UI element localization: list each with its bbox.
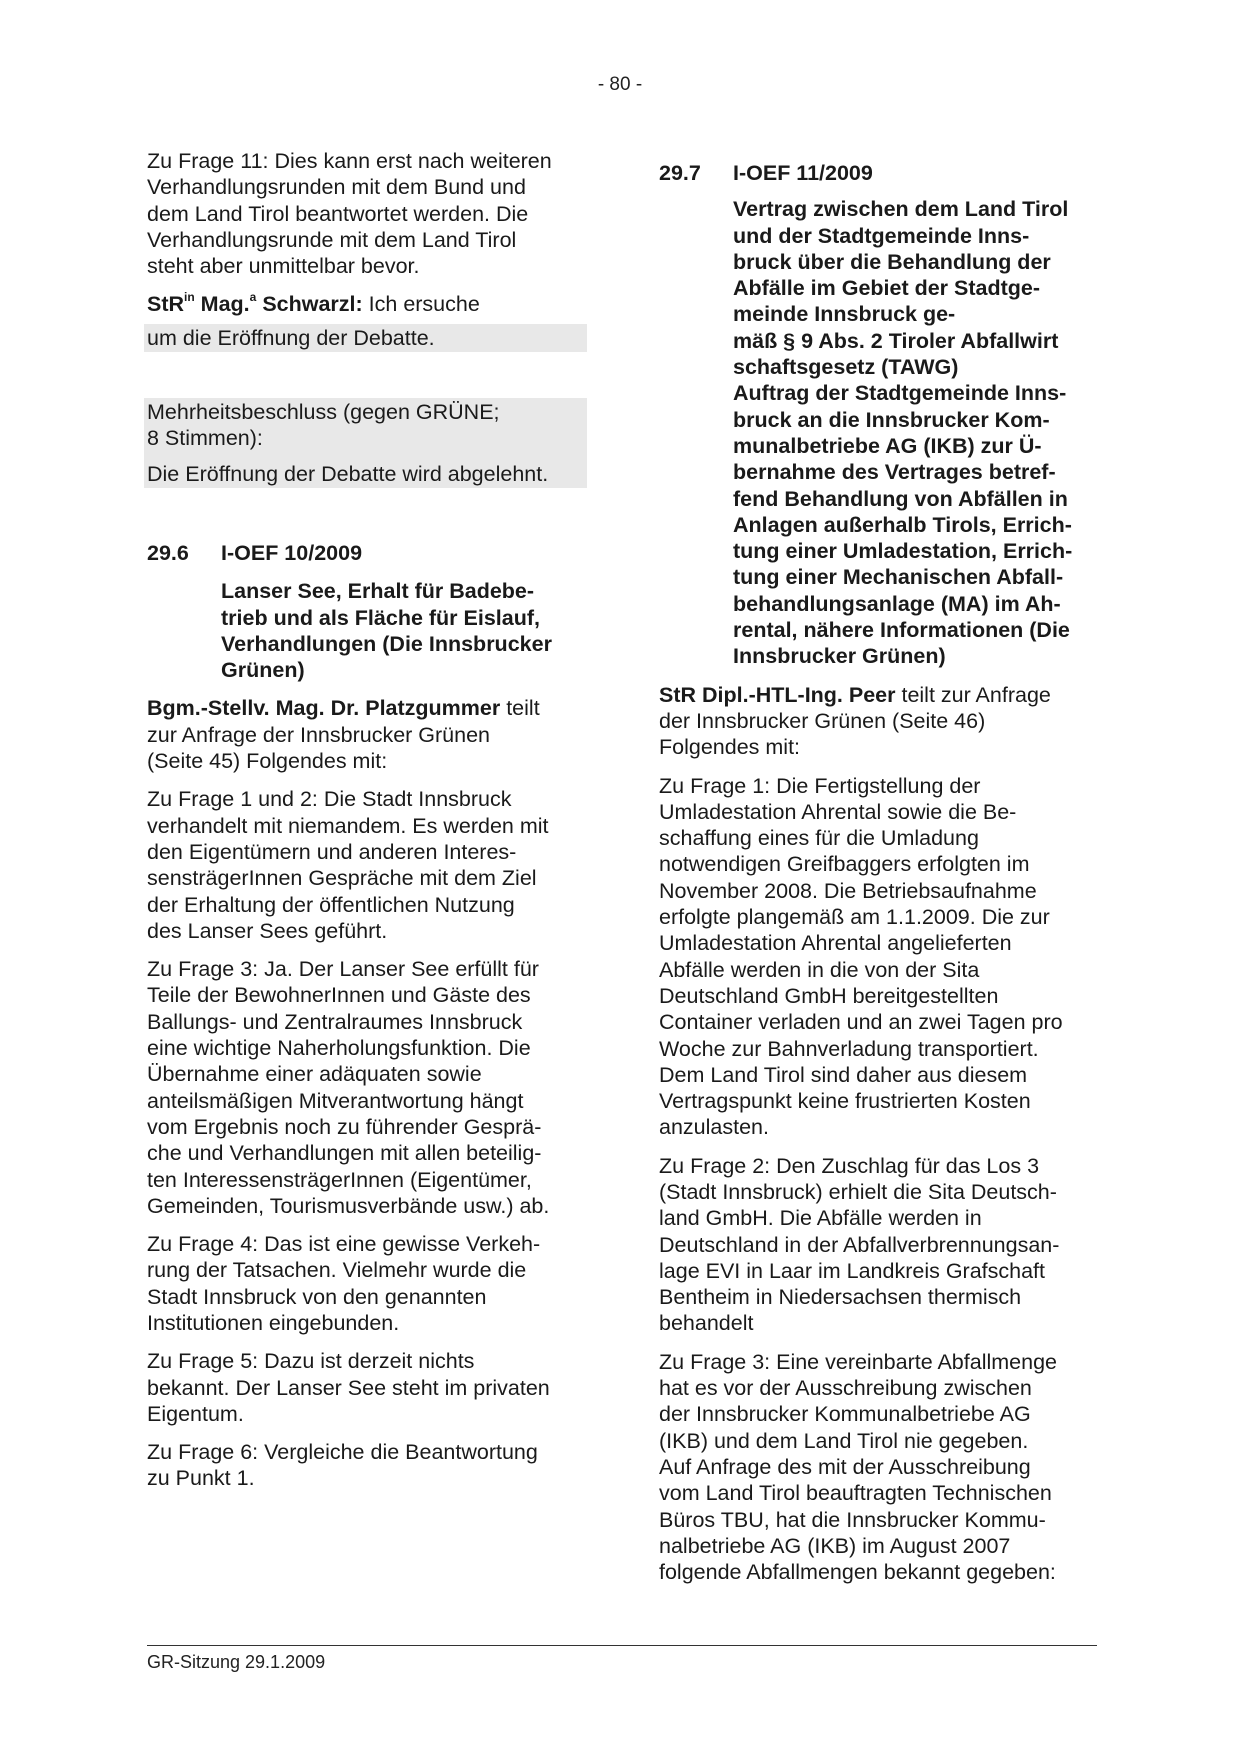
answer-question-5: Zu Frage 5: Dazu ist derzeit nichts bekannt. Der Lanser See steht im privaten Eigentum. bbox=[147, 1349, 550, 1426]
blank-gap bbox=[147, 352, 587, 398]
decision-block bbox=[144, 398, 587, 488]
section-gap bbox=[147, 488, 587, 540]
speaker-line bbox=[147, 291, 587, 317]
decision-label: Mehrheitsbeschluss (gegen GRÜNE; 8 Stimmen): bbox=[147, 400, 500, 451]
answer-speaker: Bgm.-Stellv. Mag. Dr. Platzgummer bbox=[147, 696, 501, 721]
answer-question-3: Zu Frage 3: Eine vereinbarte Abfallmenge hat es vor der Ausschreibung zwischen der Innsbrucker Kommunalbetriebe AG (IKB) und dem Land Tirol nie gegeben. Auf Anfrage des mit der Ausschreibung vom Land Tirol beauftragten Technischen Büros TBU, hat die Innsbrucker Kommu- nalbetriebe AG (IKB) im August 2007 folgende Abfallmengen bekannt gegeben: bbox=[659, 1349, 1057, 1585]
page-number: - 80 - bbox=[597, 74, 643, 95]
footer-divider bbox=[147, 1645, 1097, 1646]
answer-intro: StR Dipl.-HTL-Ing. Peer teilt zur Anfrage der Innsbrucker Grünen (Seite 46) Folgendes mit: bbox=[659, 682, 1051, 760]
answer-question-2: Zu Frage 2: Den Zuschlag für das Los 3 (Stadt Innsbruck) erhielt die Sita Deutsch- land GmbH. Die Abfälle werden in Deutschland in der Abfallverbrennungsan- lage EVI in Laar im Landkreis Grafschaft Bentheim in Niedersachsen thermisch behandelt bbox=[659, 1153, 1060, 1336]
section-code: I-OEF 10/2009 bbox=[221, 540, 363, 565]
motion-text: um die Eröffnung der Debatte. bbox=[144, 324, 587, 352]
decision-text: Die Eröffnung der Debatte wird abgelehnt. bbox=[147, 461, 549, 486]
answer-speaker: StR Dipl.-HTL-Ing. Peer bbox=[659, 682, 896, 707]
answer-question-4: Zu Frage 4: Das ist eine gewisse Verkeh- rung der Tatsachen. Vielmehr wurde die Stadt Innsbruck von den genannten Institutionen eingebunden. bbox=[147, 1232, 541, 1335]
answer-question-1-2: Zu Frage 1 und 2: Die Stadt Innsbruck verhandelt mit niemandem. Es werden mit den Eigentümern und anderen Interes- sensträgerInnen Gespräche mit dem Ziel der Erhaltung der öffentlichen Nutzung des Lanser Sees geführt. bbox=[147, 787, 549, 943]
section-code: I-OEF 11/2009 bbox=[733, 161, 873, 185]
answer-intro: Bgm.-Stellv. Mag. Dr. Platzgummer teilt zur Anfrage der Innsbrucker Grünen (Seite 45) Folgendes mit: bbox=[147, 696, 540, 774]
answer-question-1: Zu Frage 1: Die Fertigstellung der Umladestation Ahrental sowie die Be- schaffung eines für die Umladung notwendigen Greifbaggers erfolgten im November 2008. Die Betriebsaufnahme erfolgte plangemäß am 1.1.2009. Die zur Umladestation Ahrental angelieferten Abfälle werden in die von der Sita Deutschland GmbH bereitgestellten Container verladen und an zwei Tagen pro Woche zur Bahnverladung transportiert. Dem Land Tirol sind daher aus diesem Vertragspunkt keine frustrierten Kosten anzulasten. bbox=[659, 773, 1063, 1140]
section-title: Lanser See, Erhalt für Badebe- trieb und als Fläche für Eislauf, Verhandlungen (Die Innsbrucker Grünen) bbox=[221, 579, 552, 683]
left-column bbox=[147, 148, 587, 1504]
section-heading-29-6 bbox=[147, 540, 587, 566]
answer-question-6: Zu Frage 6: Vergleiche die Beantwortung zu Punkt 1. bbox=[147, 1440, 538, 1491]
section-number: 29.6 bbox=[147, 540, 189, 565]
speaker-text: Ich ersuche bbox=[362, 292, 480, 317]
footer-session-date: GR-Sitzung 29.1.2009 bbox=[147, 1652, 326, 1672]
right-column bbox=[659, 160, 1099, 1597]
answer-question-11: Zu Frage 11: Dies kann erst nach weiteren Verhandlungsrunden mit dem Bund und dem Land Tirol beantwortet werden. Die Verhandlungsrunde mit dem Land Tirol steht aber unmittelbar bevor. bbox=[147, 149, 552, 279]
section-number: 29.7 bbox=[659, 161, 701, 185]
answer-question-3: Zu Frage 3: Ja. Der Lanser See erfüllt für Teile der BewohnerInnen und Gäste des Ballungs- und Zentralraumes Innsbruck eine wichtige Naherholungsfunktion. Die Übernahme einer adäquaten sowie anteilsmäßigen Mitverantwortung hängt vom Ergebnis noch zu führender Gesprä- che und Verhandlungen mit allen beteilig- ten InteressensträgerInnen (Eigentümer, Gemeinden, Tourismusverbände usw.) ab. bbox=[147, 957, 550, 1218]
section-heading-29-7 bbox=[659, 160, 1099, 186]
speaker-title: StR$^{in}$ Mag.$^a$ Schwarzl: bbox=[147, 290, 363, 317]
section-title: Vertrag zwischen dem Land Tirol und der Stadtgemeinde Inns- bruck über die Behandlung der Abfälle im Gebiet der Stadtge- meinde Innsbruck ge- mäß § 9 Abs. 2 Tiroler Abfallwirt schaftsgesetz (TAWG) Auftrag der Stadtgemeinde Inns- bruck an die Innsbrucker Kom- munalbetriebe AG (IKB) zur Ü- bernahme des Vertrages betref- fend Behandlung von Abfällen in Anlagen außerhalb Tirols, Errich- tung einer Umladestation, Errich- tung einer Mechanischen Abfall- behandlungsanlage (MA) im Ah- rental, nähere Informationen (Die Innsbrucker Grünen) bbox=[733, 197, 1073, 669]
